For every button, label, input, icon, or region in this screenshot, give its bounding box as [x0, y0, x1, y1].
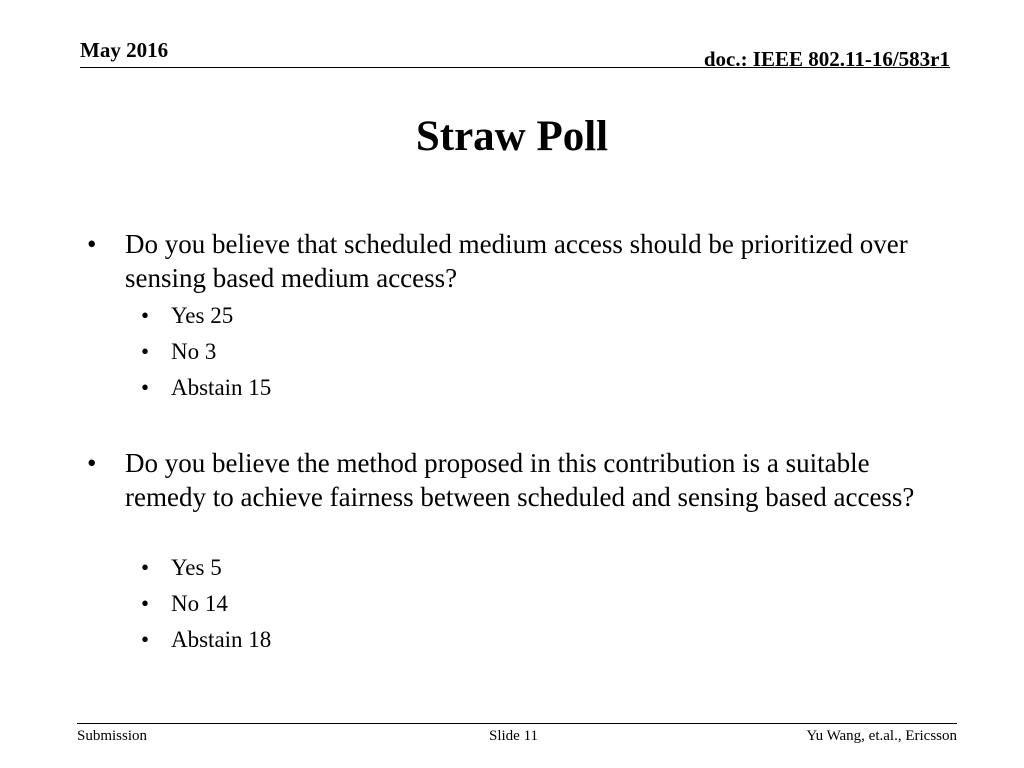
footer-divider	[77, 723, 957, 724]
bullet-icon: •	[87, 448, 97, 478]
poll-question-2	[87, 446, 915, 514]
poll-question-1	[87, 227, 915, 295]
slide-title: Straw Poll	[415, 113, 609, 160]
header-divider	[80, 67, 950, 68]
bullet-icon: •	[141, 627, 150, 652]
poll-result-text: Abstain 18	[171, 627, 272, 652]
poll-result-text: No 14	[171, 591, 228, 616]
bullet-icon: •	[141, 303, 150, 328]
poll-result-item	[141, 626, 272, 654]
bullet-icon: •	[141, 375, 150, 400]
poll-result-item	[141, 302, 234, 330]
footer-slide-number: Slide 11	[489, 728, 539, 744]
poll-question-text: Do you believe the method proposed in this contribution is a suitable remedy to achieve fairness between scheduled and sensing based access?	[125, 448, 915, 512]
poll-result-text: No 3	[171, 339, 217, 364]
bullet-icon: •	[87, 229, 97, 259]
poll-question-text: Do you believe that scheduled medium access should be prioritized over sensing based medium access?	[125, 229, 908, 293]
poll-result-text: Abstain 15	[171, 375, 272, 400]
poll-result-text: Yes 25	[171, 303, 234, 328]
header-doc-number: doc.: IEEE 802.11-16/583r1	[703, 47, 950, 71]
poll-result-text: Yes 5	[171, 555, 222, 580]
footer-author: Yu Wang, et.al., Ericsson	[806, 728, 957, 744]
poll-result-item	[141, 338, 217, 366]
poll-result-item	[141, 590, 228, 618]
poll-result-item	[141, 554, 222, 582]
bullet-icon: •	[141, 339, 150, 364]
footer-submission: Submission	[77, 728, 148, 744]
bullet-icon: •	[141, 591, 150, 616]
bullet-icon: •	[141, 555, 150, 580]
header-date: May 2016	[80, 38, 169, 62]
poll-result-item	[141, 374, 272, 402]
